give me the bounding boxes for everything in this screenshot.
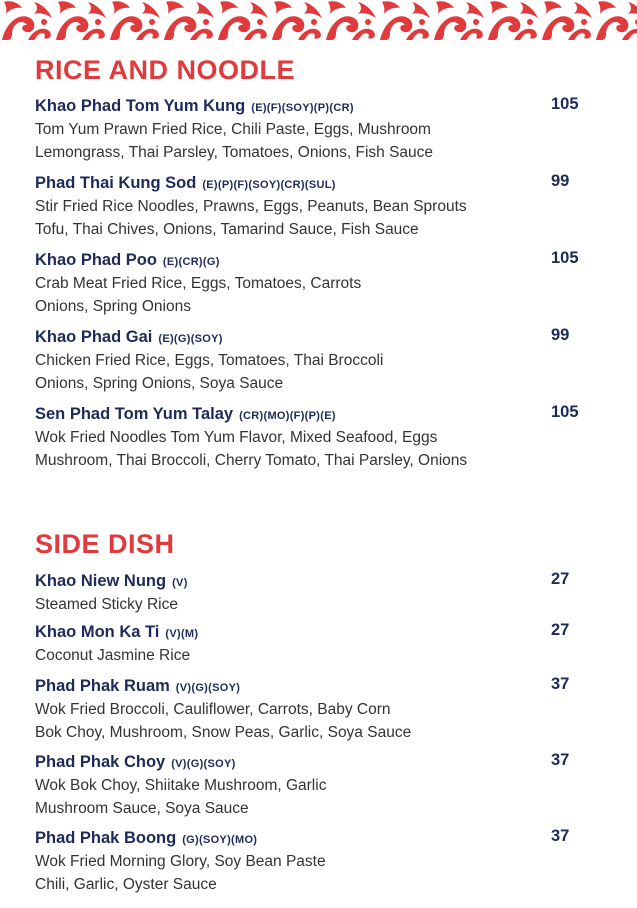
menu-item-phad-phak-ruam xyxy=(35,677,595,744)
allergen-tags: (V) xyxy=(172,577,188,589)
menu-item-khao-phad-poo xyxy=(35,251,595,318)
item-name: Phad Phak Boong xyxy=(35,829,177,847)
allergen-tags: (E)(G)(SOY) xyxy=(158,333,223,345)
section-title-side-dish: SIDE DISH xyxy=(35,529,175,559)
allergen-tags: (E)(P)(F)(SOY)(CR)(SUL) xyxy=(202,179,336,191)
item-price: 99 xyxy=(551,326,570,344)
item-price: 99 xyxy=(551,172,570,190)
item-description-line: Chili, Garlic, Oyster Sauce xyxy=(35,875,217,893)
item-description-line: Coconut Jasmine Rice xyxy=(35,647,191,664)
item-name: Sen Phad Tom Yum Talay xyxy=(35,405,234,423)
menu-item-khao-niew-nung xyxy=(35,572,595,617)
item-description-line: Lemongrass, Thai Parsley, Tomatoes, Onions, Fish Sauce xyxy=(35,143,434,161)
item-price: 37 xyxy=(551,827,570,845)
item-description-line: Tofu, Thai Chives, Onions, Tamarind Sauce, Fish Sauce xyxy=(35,220,419,238)
section-title-rice-noodle: RICE AND NOODLE xyxy=(35,55,296,85)
item-price: 37 xyxy=(551,675,570,693)
allergen-tags: (CR)(MO)(F)(P)(E) xyxy=(239,410,336,422)
item-name: Khao Phad Poo xyxy=(35,251,157,269)
item-price: 37 xyxy=(551,751,570,769)
menu-item-khao-mon-ka-ti xyxy=(35,623,595,668)
allergen-tags: (V)(G)(SOY) xyxy=(175,682,241,694)
decorative-thai-border xyxy=(0,0,637,44)
menu-item-khao-phad-gai xyxy=(35,328,595,395)
item-name: Phad Phak Ruam xyxy=(35,677,170,695)
item-description-line: Wok Fried Broccoli, Cauliflower, Carrots, Baby Corn xyxy=(35,701,391,718)
item-description-line: Steamed Sticky Rice xyxy=(35,596,178,613)
item-description-line: Onions, Spring Onions xyxy=(35,297,191,315)
item-price: 27 xyxy=(551,621,570,639)
item-name: Phad Phak Choy xyxy=(35,753,166,771)
item-description-line: Mushroom Sauce, Soya Sauce xyxy=(35,799,249,817)
item-price: 105 xyxy=(551,249,579,267)
menu-item-phad-phak-choy xyxy=(35,753,595,820)
allergen-tags: (V)(G)(SOY) xyxy=(171,758,236,770)
item-name: Phad Thai Kung Sod xyxy=(35,174,197,192)
item-description-line: Onions, Spring Onions, Soya Sauce xyxy=(35,374,284,392)
allergen-tags: (E)(CR)(G) xyxy=(162,256,220,268)
item-name: Khao Phad Gai xyxy=(35,328,153,346)
item-description-line: Bok Choy, Mushroom, Snow Peas, Garlic, Soya Sauce xyxy=(35,723,412,741)
item-description-line: Wok Bok Choy, Shiitake Mushroom, Garlic xyxy=(35,777,327,794)
item-name: Khao Phad Tom Yum Kung xyxy=(35,97,246,115)
item-description-line: Wok Fried Noodles Tom Yum Flavor, Mixed Seafood, Eggs xyxy=(35,429,438,446)
allergen-tags: (E)(F)(SOY)(P)(CR) xyxy=(251,102,354,114)
item-price: 105 xyxy=(551,403,579,421)
allergen-tags: (G)(SOY)(MO) xyxy=(182,834,258,846)
allergen-tags: (V)(M) xyxy=(165,628,199,640)
item-name: Khao Mon Ka Ti xyxy=(35,623,160,641)
item-price: 27 xyxy=(551,570,570,588)
item-description-line: Wok Fried Morning Glory, Soy Bean Paste xyxy=(35,853,326,870)
item-description-line: Mushroom, Thai Broccoli, Cherry Tomato, Thai Parsley, Onions xyxy=(35,451,468,469)
item-description-line: Stir Fried Rice Noodles, Prawns, Eggs, Peanuts, Bean Sprouts xyxy=(35,198,467,215)
menu-item-phad-phak-boong xyxy=(35,829,595,896)
item-name: Khao Niew Nung xyxy=(35,572,167,590)
menu-item-sen-phad-tom-yum-talay xyxy=(35,405,595,472)
item-description-line: Tom Yum Prawn Fried Rice, Chili Paste, Eggs, Mushroom xyxy=(35,121,431,138)
menu-item-khao-phad-tom-yum-kung xyxy=(35,97,595,164)
item-description-line: Chicken Fried Rice, Eggs, Tomatoes, Thai Broccoli xyxy=(35,352,384,369)
item-description-line: Crab Meat Fried Rice, Eggs, Tomatoes, Carrots xyxy=(35,275,362,292)
menu-item-phad-thai-kung-sod xyxy=(35,174,595,241)
item-price: 105 xyxy=(551,95,579,113)
